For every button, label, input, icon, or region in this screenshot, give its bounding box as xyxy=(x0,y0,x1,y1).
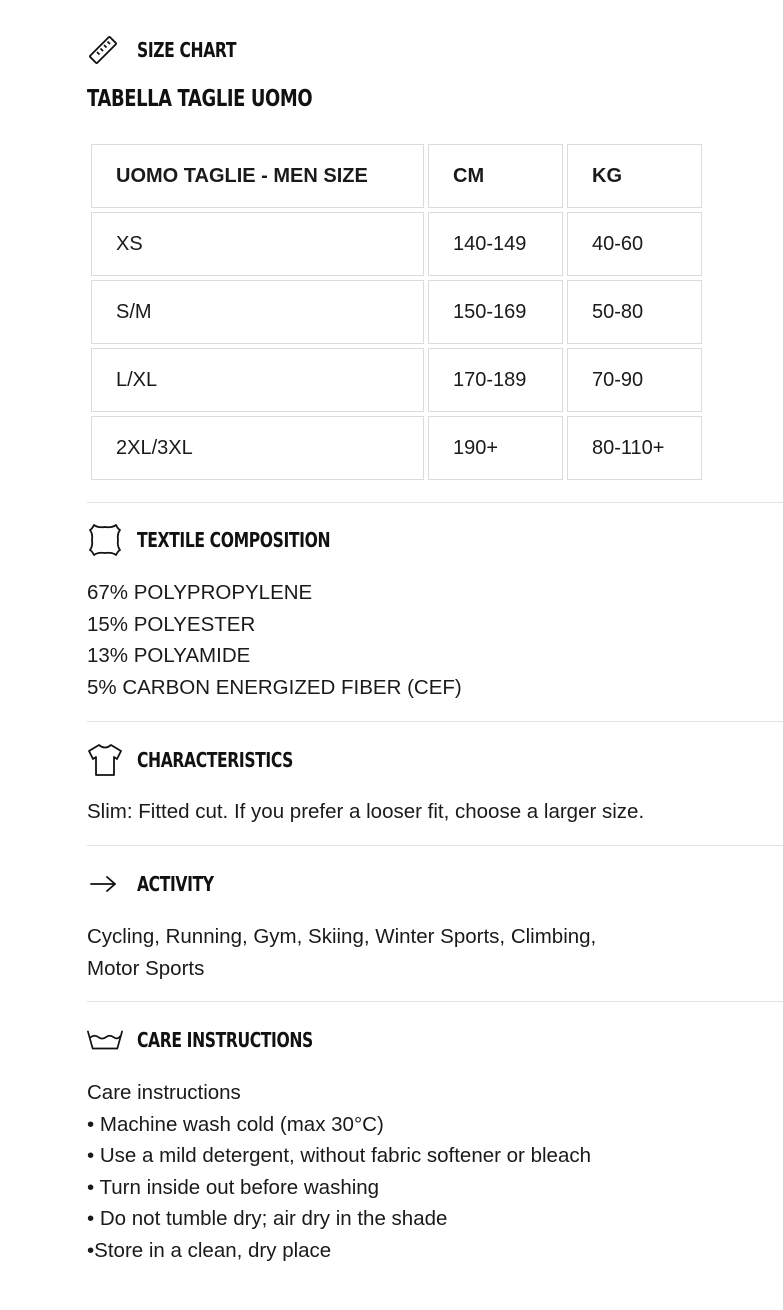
composition-item: 15% POLYESTER xyxy=(87,612,256,636)
cm-cell: 190+ xyxy=(428,416,563,480)
table-row xyxy=(91,348,702,412)
composition-item: 5% CARBON ENERGIZED FIBER (CEF) xyxy=(87,675,462,699)
size-cell: 2XL/3XL xyxy=(91,416,424,480)
care-header xyxy=(87,1020,362,1060)
table-row xyxy=(91,416,702,480)
activity-line: Cycling, Running, Gym, Skiing, Winter Sports, Climbing, xyxy=(87,925,597,948)
characteristics-title: CHARACTERISTICS xyxy=(137,748,294,772)
activity-title: ACTIVITY xyxy=(137,872,214,896)
table-row xyxy=(91,212,702,276)
activity-text xyxy=(87,921,596,984)
arrow-right-icon xyxy=(87,866,123,902)
care-line: • Turn inside out before washing xyxy=(87,1175,380,1199)
kg-cell: 70-90 xyxy=(567,348,702,412)
section-divider xyxy=(87,502,783,503)
size-cell: S/M xyxy=(91,280,424,344)
care-line: •Store in a clean, dry place xyxy=(87,1238,332,1262)
characteristics-header xyxy=(87,740,337,780)
size-table-subtitle: TABELLA TAGLIE UOMO xyxy=(87,86,313,112)
composition-item: 67% POLYPROPYLENE xyxy=(87,581,313,604)
table-row xyxy=(91,280,702,344)
composition-list xyxy=(87,577,462,703)
cm-cell: 140-149 xyxy=(428,212,563,276)
kg-cell: 80-110+ xyxy=(567,416,702,480)
composition-item: 13% POLYAMIDE xyxy=(87,644,251,667)
care-list xyxy=(87,1077,591,1266)
size-cell: L/XL xyxy=(91,348,424,412)
section-divider xyxy=(87,1001,783,1002)
wash-basin-icon xyxy=(87,1022,123,1058)
care-line: • Machine wash cold (max 30°C) xyxy=(87,1112,384,1136)
size-table xyxy=(87,140,706,484)
ruler-icon xyxy=(87,32,123,68)
column-header-size: UOMO TAGLIE - MEN SIZE xyxy=(91,144,424,208)
activity-line: Motor Sports xyxy=(87,956,205,980)
composition-title: TEXTILE COMPOSITION xyxy=(137,528,331,552)
care-line: Care instructions xyxy=(87,1081,241,1104)
size-chart-title: SIZE CHART xyxy=(137,38,237,62)
cm-cell: 170-189 xyxy=(428,348,563,412)
size-chart-header xyxy=(87,30,264,70)
column-header-kg: KG xyxy=(567,144,702,208)
cm-cell: 150-169 xyxy=(428,280,563,344)
table-header-row xyxy=(91,144,702,208)
kg-cell: 40-60 xyxy=(567,212,702,276)
activity-header xyxy=(87,864,235,904)
tshirt-icon xyxy=(87,742,123,778)
characteristics-text: Slim: Fitted cut. If you prefer a looser fit, choose a larger size. xyxy=(87,800,645,823)
care-title: CARE INSTRUCTIONS xyxy=(137,1028,313,1052)
size-cell: XS xyxy=(91,212,424,276)
leather-hide-icon xyxy=(87,522,123,558)
care-line: • Use a mild detergent, without fabric softener or bleach xyxy=(87,1144,591,1167)
section-divider xyxy=(87,721,783,722)
care-line: • Do not tumble dry; air dry in the shade xyxy=(87,1207,448,1230)
section-divider xyxy=(87,845,783,846)
kg-cell: 50-80 xyxy=(567,280,702,344)
composition-header xyxy=(87,520,385,560)
column-header-cm: CM xyxy=(428,144,563,208)
